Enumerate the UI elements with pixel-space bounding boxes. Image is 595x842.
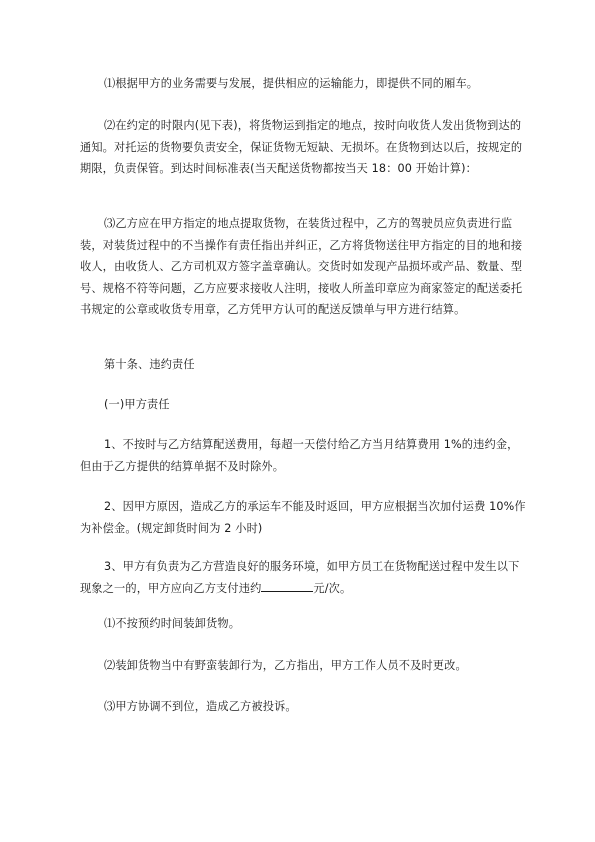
sub-item-1: ⑴不按预约时间装卸货物。 xyxy=(104,617,241,630)
clause-item-3-unit: 元/次。 xyxy=(313,581,352,595)
paragraph-pickup: ⑶乙方应在甲方指定的地点提取货物，在装货过程中，乙方的驾驶员应负责进行监装，对装货过程中的不当操作有责任指出并纠正，乙方将货物送往甲方指定的目的地和接收人，由收货人、乙方司机双方签字盖章确认。交货时如发现产品损坏或产品、数量、型号、规格不符等问题，乙方应要求接收人注明，接收人所盖印章应为商家签定的配送委托书规定的公章或收货专用章，乙方凭甲方认可的配送反馈单与甲方进行结算。 xyxy=(80,217,523,316)
sub-item-2: ⑵装卸货物当中有野蛮装卸行为，乙方指出，甲方工作人员不及时更改。 xyxy=(104,659,467,672)
paragraph-capacity: ⑴根据甲方的业务需要与发展，提供相应的运输能力，即提供不同的厢车。 xyxy=(104,77,479,90)
subsection-heading: (一)甲方责任 xyxy=(104,398,170,411)
sub-item-3: ⑶甲方协调不到位，造成乙方被投诉。 xyxy=(104,700,297,713)
clause-item-1: 1、不按时与乙方结算配送费用，每超一天偿付给乙方当月结算费用 1%的违约金，但由于乙方提供的结算单据不及时除外。 xyxy=(80,438,519,473)
clause-item-3 xyxy=(80,556,528,599)
section-heading: 第十条、违约责任 xyxy=(104,358,195,371)
paragraph-delivery-time: ⑵在约定的时限内(见下表)，将货物运到指定的地点，按时向收货人发出货物到达的通知。对托运的货物要负责安全，保证货物无短缺、无损坏。在货物到达以后，按规定的期限，负责保管。到达时间标准表(当天配送货物都按当天 18：00 开始计算)： xyxy=(80,119,523,175)
penalty-amount-blank[interactable] xyxy=(261,579,313,592)
clause-item-3-text: 3、甲方有负责为乙方营造良好的服务环境，如甲方员工在货物配送过程中发生以下现象之一的，甲方应向乙方支付违约 xyxy=(80,560,520,595)
clause-item-2: 2、因甲方原因，造成乙方的承运车不能及时返回，甲方应根据当次加付运费 10%作为补偿金。(规定卸货时间为 2 小时) xyxy=(80,500,526,535)
